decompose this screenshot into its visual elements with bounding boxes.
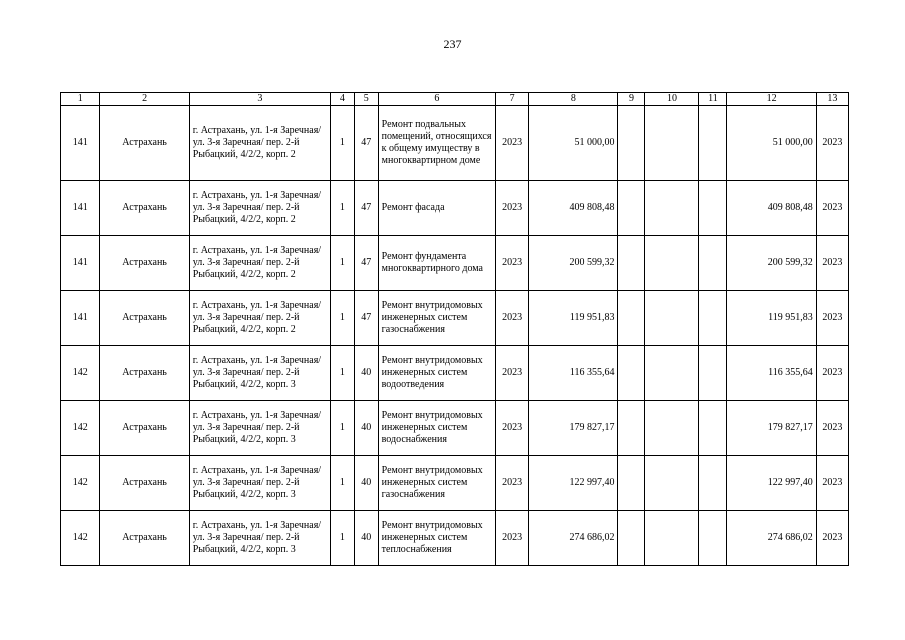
work-type: Ремонт фасада	[378, 181, 495, 236]
total-cost: 274 686,02	[727, 511, 816, 566]
col-4-value: 1	[330, 181, 354, 236]
column-header: 7	[495, 93, 528, 106]
col-5-value: 40	[354, 511, 378, 566]
col-11-value	[699, 401, 727, 456]
column-header: 2	[100, 93, 189, 106]
table-body	[61, 106, 849, 566]
col-11-value	[699, 236, 727, 291]
col-11-value	[699, 291, 727, 346]
col-9-value	[618, 236, 645, 291]
city: Астрахань	[100, 236, 189, 291]
total-cost: 122 997,40	[727, 456, 816, 511]
work-type: Ремонт внутридомовых инженерных систем газоснабжения	[378, 456, 495, 511]
table-row	[61, 106, 849, 181]
year: 2023	[495, 401, 528, 456]
row-number: 142	[61, 401, 100, 456]
city: Астрахань	[100, 346, 189, 401]
completion-year: 2023	[816, 346, 848, 401]
city: Астрахань	[100, 456, 189, 511]
work-type: Ремонт внутридомовых инженерных систем теплоснабжения	[378, 511, 495, 566]
col-11-value	[699, 346, 727, 401]
year: 2023	[495, 106, 528, 181]
col-5-value: 47	[354, 106, 378, 181]
completion-year: 2023	[816, 106, 848, 181]
city: Астрахань	[100, 511, 189, 566]
total-cost: 179 827,17	[727, 401, 816, 456]
year: 2023	[495, 346, 528, 401]
col-4-value: 1	[330, 346, 354, 401]
col-10-value	[645, 106, 699, 181]
col-5-value: 40	[354, 346, 378, 401]
completion-year: 2023	[816, 401, 848, 456]
table-row	[61, 291, 849, 346]
row-number: 142	[61, 511, 100, 566]
city: Астрахань	[100, 181, 189, 236]
col-10-value	[645, 181, 699, 236]
work-type: Ремонт внутридомовых инженерных систем водоотведения	[378, 346, 495, 401]
work-type: Ремонт внутридомовых инженерных систем водоснабжения	[378, 401, 495, 456]
year: 2023	[495, 291, 528, 346]
column-header: 9	[618, 93, 645, 106]
address: г. Астрахань, ул. 1-я Заречная/ ул. 3-я Заречная/ пер. 2-й Рыбацкий, 4/2/2, корп. 2	[189, 106, 330, 181]
cost: 200 599,32	[529, 236, 618, 291]
address: г. Астрахань, ул. 1-я Заречная/ ул. 3-я Заречная/ пер. 2-й Рыбацкий, 4/2/2, корп. 3	[189, 456, 330, 511]
row-number: 142	[61, 456, 100, 511]
address: г. Астрахань, ул. 1-я Заречная/ ул. 3-я Заречная/ пер. 2-й Рыбацкий, 4/2/2, корп. 2	[189, 291, 330, 346]
total-cost: 119 951,83	[727, 291, 816, 346]
col-4-value: 1	[330, 511, 354, 566]
row-number: 141	[61, 106, 100, 181]
cost: 51 000,00	[529, 106, 618, 181]
col-10-value	[645, 456, 699, 511]
total-cost: 409 808,48	[727, 181, 816, 236]
col-4-value: 1	[330, 236, 354, 291]
column-header: 10	[645, 93, 699, 106]
col-11-value	[699, 511, 727, 566]
col-10-value	[645, 236, 699, 291]
completion-year: 2023	[816, 291, 848, 346]
cost: 179 827,17	[529, 401, 618, 456]
col-11-value	[699, 181, 727, 236]
completion-year: 2023	[816, 511, 848, 566]
col-4-value: 1	[330, 291, 354, 346]
table-row	[61, 401, 849, 456]
row-number: 141	[61, 181, 100, 236]
cost: 116 355,64	[529, 346, 618, 401]
col-5-value: 47	[354, 236, 378, 291]
col-5-value: 47	[354, 291, 378, 346]
table-row	[61, 236, 849, 291]
col-10-value	[645, 346, 699, 401]
column-header: 12	[727, 93, 816, 106]
total-cost: 51 000,00	[727, 106, 816, 181]
column-header: 13	[816, 93, 848, 106]
col-9-value	[618, 511, 645, 566]
year: 2023	[495, 511, 528, 566]
work-type: Ремонт подвальных помещений, относящихся к общему имуществу в многоквартирном доме	[378, 106, 495, 181]
col-10-value	[645, 291, 699, 346]
table-row	[61, 346, 849, 401]
col-9-value	[618, 346, 645, 401]
address: г. Астрахань, ул. 1-я Заречная/ ул. 3-я Заречная/ пер. 2-й Рыбацкий, 4/2/2, корп. 2	[189, 236, 330, 291]
address: г. Астрахань, ул. 1-я Заречная/ ул. 3-я Заречная/ пер. 2-й Рыбацкий, 4/2/2, корп. 3	[189, 346, 330, 401]
city: Астрахань	[100, 291, 189, 346]
col-9-value	[618, 456, 645, 511]
col-5-value: 47	[354, 181, 378, 236]
year: 2023	[495, 456, 528, 511]
total-cost: 116 355,64	[727, 346, 816, 401]
col-11-value	[699, 456, 727, 511]
address: г. Астрахань, ул. 1-я Заречная/ ул. 3-я Заречная/ пер. 2-й Рыбацкий, 4/2/2, корп. 3	[189, 511, 330, 566]
column-header: 6	[378, 93, 495, 106]
address: г. Астрахань, ул. 1-я Заречная/ ул. 3-я Заречная/ пер. 2-й Рыбацкий, 4/2/2, корп. 2	[189, 181, 330, 236]
col-4-value: 1	[330, 401, 354, 456]
column-header: 4	[330, 93, 354, 106]
cost: 274 686,02	[529, 511, 618, 566]
column-header: 1	[61, 93, 100, 106]
col-5-value: 40	[354, 401, 378, 456]
column-header: 8	[529, 93, 618, 106]
col-10-value	[645, 401, 699, 456]
row-number: 141	[61, 236, 100, 291]
work-type: Ремонт фундамента многоквартирного дома	[378, 236, 495, 291]
column-header: 3	[189, 93, 330, 106]
col-9-value	[618, 291, 645, 346]
completion-year: 2023	[816, 181, 848, 236]
row-number: 141	[61, 291, 100, 346]
year: 2023	[495, 236, 528, 291]
col-9-value	[618, 106, 645, 181]
address: г. Астрахань, ул. 1-я Заречная/ ул. 3-я Заречная/ пер. 2-й Рыбацкий, 4/2/2, корп. 3	[189, 401, 330, 456]
col-10-value	[645, 511, 699, 566]
cost: 409 808,48	[529, 181, 618, 236]
work-type: Ремонт внутридомовых инженерных систем газоснабжения	[378, 291, 495, 346]
completion-year: 2023	[816, 236, 848, 291]
column-header: 5	[354, 93, 378, 106]
column-number-row	[61, 93, 849, 106]
year: 2023	[495, 181, 528, 236]
col-4-value: 1	[330, 456, 354, 511]
table-row	[61, 181, 849, 236]
table-row	[61, 456, 849, 511]
row-number: 142	[61, 346, 100, 401]
col-9-value	[618, 181, 645, 236]
cost: 119 951,83	[529, 291, 618, 346]
column-header: 11	[699, 93, 727, 106]
page-number: 237	[443, 37, 462, 51]
col-11-value	[699, 106, 727, 181]
completion-year: 2023	[816, 456, 848, 511]
col-9-value	[618, 401, 645, 456]
total-cost: 200 599,32	[727, 236, 816, 291]
city: Астрахань	[100, 401, 189, 456]
table-row	[61, 511, 849, 566]
col-4-value: 1	[330, 106, 354, 181]
city: Астрахань	[100, 106, 189, 181]
cost: 122 997,40	[529, 456, 618, 511]
works-table	[60, 92, 849, 566]
col-5-value: 40	[354, 456, 378, 511]
